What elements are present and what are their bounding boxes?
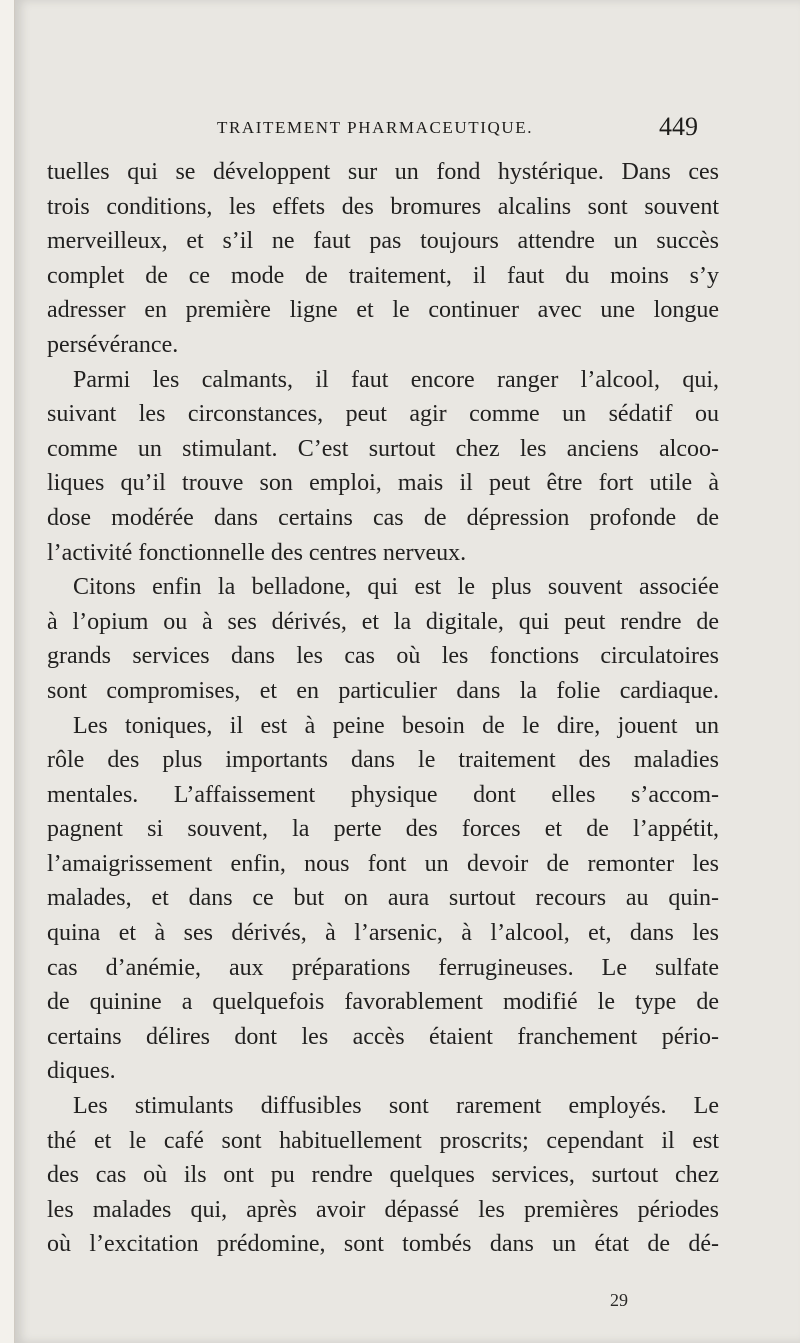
text-line: certains délires dont les accès étaient franchement pério-: [47, 1023, 719, 1050]
text-line: rôle des plus importants dans le traitement des maladies: [47, 747, 719, 774]
text-line: grands services dans les cas où les fonctions circulatoires: [47, 643, 719, 670]
text-line: Parmi les calmants, il faut encore ranger l’alcool, qui,: [73, 366, 719, 393]
text-line: à l’opium ou à ses dérivés, et la digitale, qui peut rendre de: [47, 608, 719, 635]
text-line: Citons enfin la belladone, qui est le plus souvent associée: [73, 574, 719, 601]
text-line: tuelles qui se développent sur un fond hystérique. Dans ces: [47, 159, 719, 185]
text-line: comme un stimulant. C’est surtout chez les anciens alcoo-: [47, 435, 719, 462]
text-line: adresser en première ligne et le continuer avec une longue: [47, 297, 719, 324]
text-line: où l’excitation prédomine, sont tombés dans un état de dé-: [47, 1231, 719, 1258]
running-title: TRAITEMENT PHARMACEUTIQUE.: [217, 118, 534, 137]
text-line: pagnent si souvent, la perte des forces et de l’appétit,: [47, 816, 719, 843]
text-line: sont compromises, et en particulier dans la folie cardiaque.: [47, 677, 719, 704]
signature-mark: 29: [610, 1290, 628, 1310]
running-header: [15, 112, 800, 142]
text-line: liques qu’il trouve son emploi, mais il peut être fort utile à: [47, 470, 719, 497]
text-line: malades, et dans ce but on aura surtout recours au quin-: [47, 885, 719, 912]
text-line: persévérance.: [47, 331, 179, 358]
page-number: 449: [659, 112, 698, 141]
text-line: l’amaigrissement enfin, nous font un devoir de remonter les: [47, 850, 719, 877]
text-line: Les toniques, il est à peine besoin de le dire, jouent un: [73, 712, 719, 739]
text-line: les malades qui, après avoir dépassé les premières périodes: [47, 1196, 719, 1223]
text-line: Les stimulants diffusibles sont rarement employés. Le: [73, 1093, 719, 1120]
book-page: [14, 0, 800, 1343]
text-line: quina et à ses dérivés, à l’arsenic, à l’alcool, et, dans les: [47, 920, 719, 947]
text-line: suivant les circonstances, peut agir comme un sédatif ou: [47, 401, 719, 428]
text-line: merveilleux, et s’il ne faut pas toujours attendre un succès: [47, 228, 719, 255]
text-line: des cas où ils ont pu rendre quelques services, surtout chez: [47, 1162, 719, 1189]
body-text: [47, 155, 719, 1262]
text-line: mentales. L’affaissement physique dont elles s’accom-: [47, 781, 719, 808]
text-line: trois conditions, les effets des bromures alcalins sont souvent: [47, 193, 719, 220]
text-line: de quinine a quelquefois favorablement modifié le type de: [47, 989, 719, 1016]
text-line: dose modérée dans certains cas de dépression profonde de: [47, 504, 719, 531]
text-line: diques.: [47, 1058, 116, 1085]
text-line: cas d’anémie, aux préparations ferrugineuses. Le sulfate: [47, 954, 719, 981]
text-line: complet de ce mode de traitement, il faut du moins s’y: [47, 262, 719, 289]
text-line: l’activité fonctionnelle des centres nerveux.: [47, 539, 467, 566]
text-line: thé et le café sont habituellement proscrits; cependant il est: [47, 1127, 719, 1154]
